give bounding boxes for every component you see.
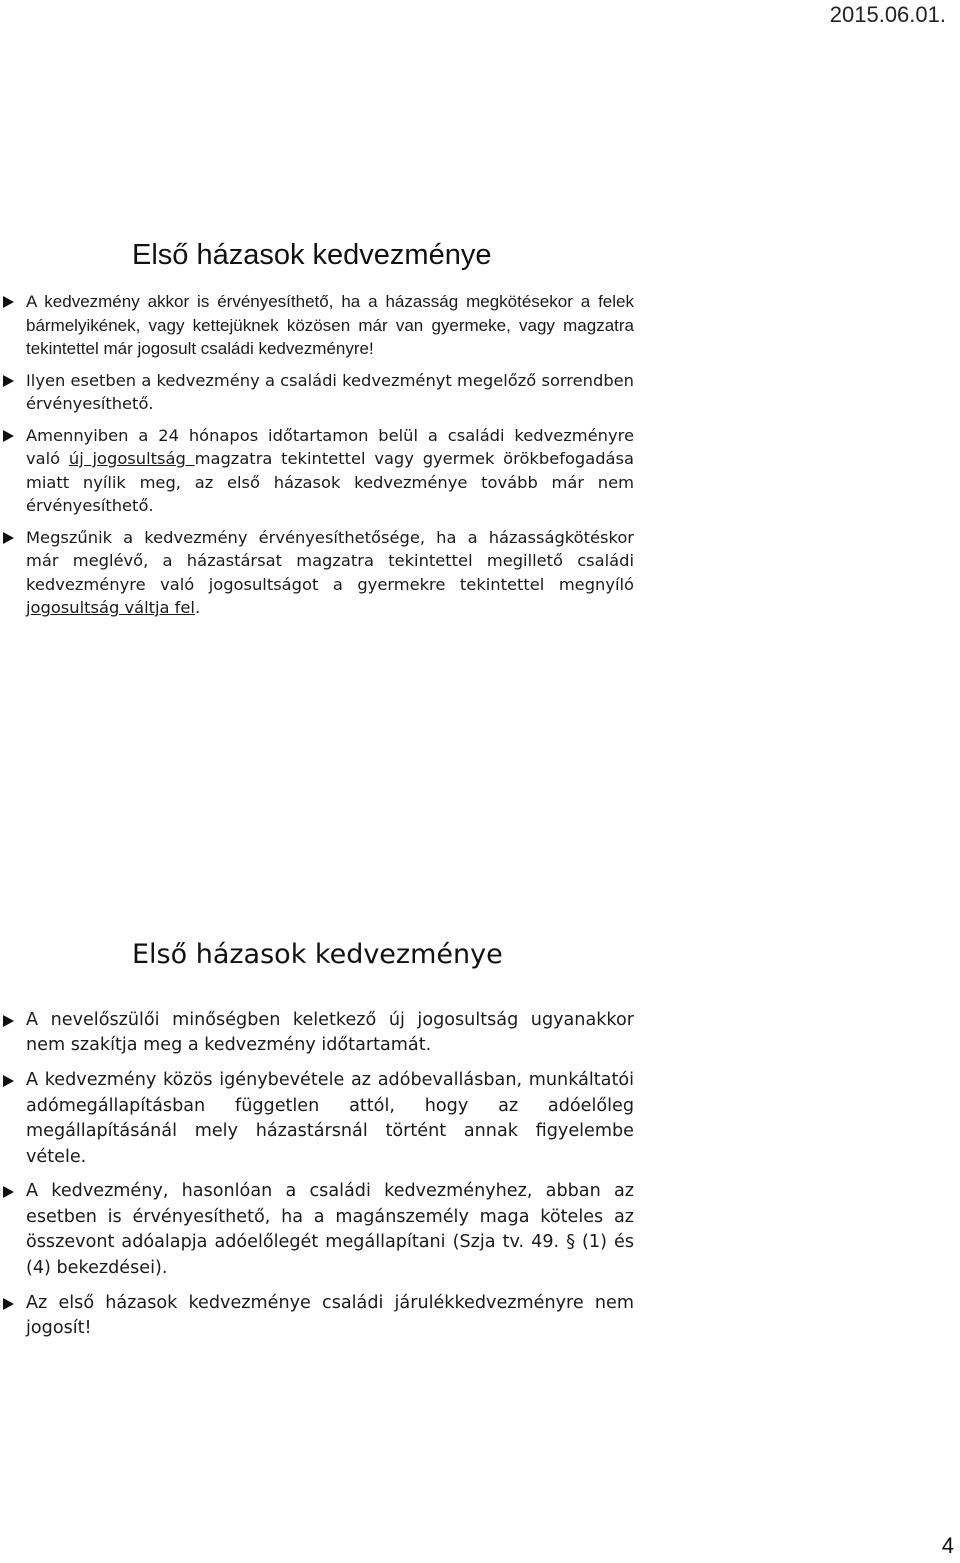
bullet-text-part: magzatra tekintettel vagy gyermek örökbefogadása miatt nyílik meg, az első házasok kedvezménye tovább már nem érvényesíthető. xyxy=(26,449,634,515)
bullet-text: A kedvezmény, hasonlóan a családi kedvezményhez, abban az esetben is érvényesíthető, ha a magánszemély maga köteles az összevont adóalapja adóelőlegét megállapítani (Szja tv. 49. § (1) és (4) bekezdései). xyxy=(26,1181,634,1278)
bullet-item xyxy=(1,369,634,416)
bullet-text-part: Amennyiben a 24 hónapos időtartamon belül a családi kedvezményre való xyxy=(26,425,634,468)
bullet-text: A kedvezmény akkor is érvényesíthető, ha a házasság megkötésekor a felek bármelyikének, vagy kettejüknek közösen már van gyermeke, vagy magzatra tekintettel már jogosult családi kedvezményre! xyxy=(26,292,634,358)
bullet-text: Az első házasok kedvezménye családi járulékkedvezményre nem jogosít! xyxy=(26,1292,634,1338)
header-date: 2015.06.01. xyxy=(829,2,946,27)
underlined-text: jogosultság váltja fel xyxy=(26,598,195,617)
slide-1-title: Első házasok kedvezménye xyxy=(132,239,492,271)
bullet-item xyxy=(1,1008,634,1059)
page-number: 4 xyxy=(941,1533,954,1558)
bullet-item xyxy=(1,526,634,620)
triangle-bullet-icon xyxy=(3,296,14,308)
bullet-text: Ilyen esetben a kedvezmény a családi kedvezményt megelőző sorrendben érvényesíthető. xyxy=(26,370,634,413)
bullet-text: A nevelőszülői minőségben keletkező új jogosultság ugyanakkor nem szakítja meg a kedvezmény időtartamát. xyxy=(26,1010,634,1056)
triangle-bullet-icon xyxy=(3,1298,14,1310)
bullet-item xyxy=(1,1179,634,1281)
triangle-bullet-icon xyxy=(3,1015,14,1027)
triangle-bullet-icon xyxy=(3,375,14,387)
bullet-text-part: Megszűnik a kedvezmény érvényesíthetősége, ha a házasságkötéskor már meglévő, a házastársat magzatra tekintettel megillető családi kedvezményre való jogosultságot a gyermekre tekintettel megnyíló xyxy=(26,527,634,594)
triangle-bullet-icon xyxy=(3,1075,14,1087)
bullet-item xyxy=(1,1068,634,1170)
triangle-bullet-icon xyxy=(3,1186,14,1198)
bullet-item xyxy=(1,290,634,361)
underlined-text: új jogosultság xyxy=(68,449,195,468)
slide-1-bullet-list xyxy=(0,290,960,620)
bullet-item xyxy=(1,1291,634,1342)
slide-2-title: Első házasok kedvezménye xyxy=(132,939,503,970)
slide-2-bullet-list xyxy=(0,1008,960,1341)
slide-1 xyxy=(0,238,960,628)
bullet-text-part: . xyxy=(194,598,201,617)
slide-2 xyxy=(0,938,960,1351)
triangle-bullet-icon xyxy=(3,532,14,544)
triangle-bullet-icon xyxy=(3,430,14,442)
bullet-item xyxy=(1,424,634,518)
bullet-text: A kedvezmény közös igénybevétele az adóbevallásban, munkáltatói adómegállapításban független attól, hogy az adóelőleg megállapításánál mely házastársnál történt annak figyelembe vétele. xyxy=(26,1070,634,1167)
